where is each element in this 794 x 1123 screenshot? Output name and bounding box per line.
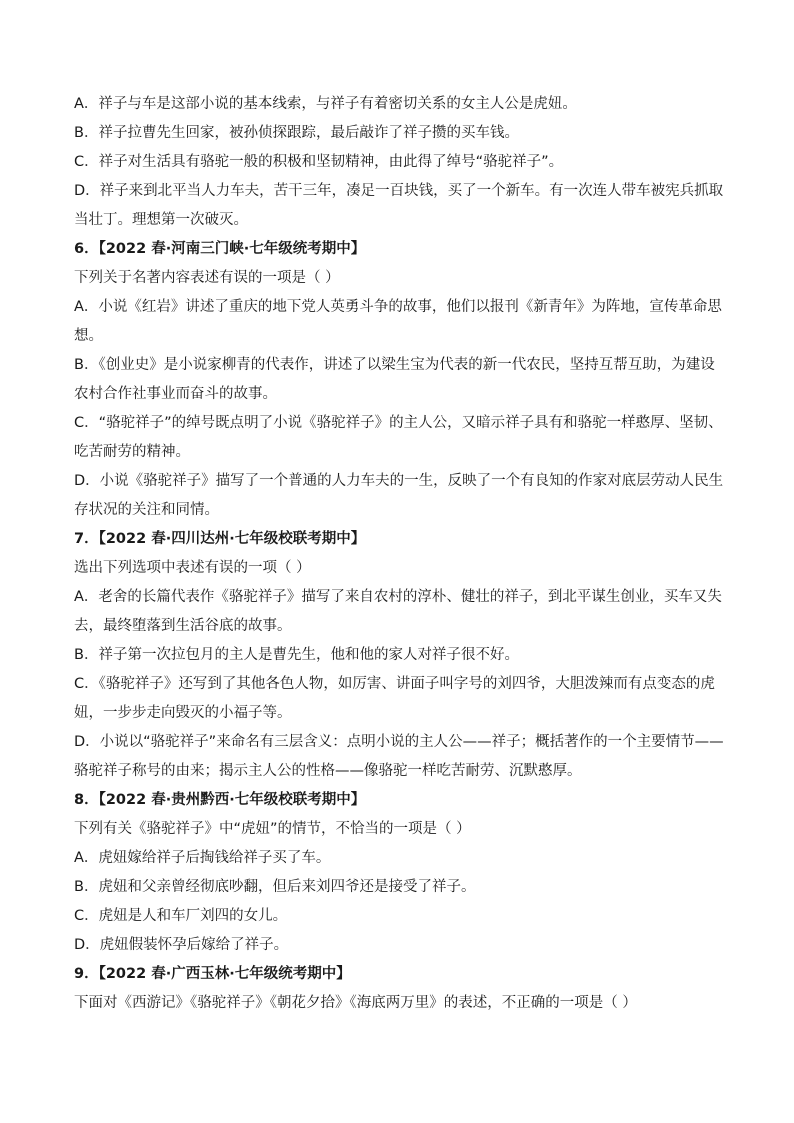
q5-option-a: A．祥子与车是这部小说的基本线索，与祥子有着密切关系的女主人公是虎妞。 — [74, 96, 577, 112]
q7-option-d-line1: D．小说以“骆驼祥子”来命名有三层含义：点明小说的主人公——祥子；概括著作的一个主要情节—— — [74, 734, 724, 750]
q8-option-d: D．虎妞假装怀孕后嫁给了祥子。 — [74, 937, 289, 953]
q9-stem: 下面对《西游记》《骆驼祥子》《朝花夕拾》《海底两万里》的表述，不正确的一项是（ ） — [74, 995, 637, 1011]
q8-option-a: A．虎妞嫁给祥子后掏钱给祥子买了车。 — [74, 850, 331, 866]
q6-option-d-line2: 存状况的关注和同情。 — [74, 502, 219, 518]
q6-option-c-line1: C．“骆驼祥子”的绰号既点明了小说《骆驼祥子》的主人公，又暗示祥子具有和骆驼一样憨厚、坚韧、 — [74, 415, 723, 431]
q6-header: 6．【2022 春·河南三门峡·七年级统考期中】 — [74, 241, 366, 257]
q5-option-b: B．祥子拉曹先生回家，被孙侦探跟踪，最后敲诈了祥子攒的买车钱。 — [74, 125, 519, 141]
q5-option-c: C．祥子对生活具有骆驼一般的积极和坚韧精神，由此得了绰号“骆驼祥子”。 — [74, 154, 564, 170]
q8-header: 8．【2022 春·贵州黔西·七年级校联考期中】 — [74, 792, 366, 808]
q6-option-b-line1: B．《创业史》是小说家柳青的代表作，讲述了以梁生宝为代表的新一代农民，坚持互帮互助，为建设 — [74, 357, 715, 373]
q7-header: 7．【2022 春·四川达州·七年级校联考期中】 — [74, 531, 366, 547]
q7-option-a-line2: 去，最终堕落到生活谷底的故事。 — [74, 618, 292, 634]
q6-option-c-line2: 吃苦耐劳的精神。 — [74, 444, 190, 460]
q6-stem: 下列关于名著内容表述有误的一项是（ ） — [74, 270, 340, 286]
q7-option-b: B．祥子第一次拉包月的主人是曹先生，他和他的家人对祥子很不好。 — [74, 647, 519, 663]
q9-header: 9．【2022 春·广西玉林·七年级统考期中】 — [74, 966, 351, 982]
q6-option-d-line1: D．小说《骆驼祥子》描写了一个普通的人力车夫的一生，反映了一个有良知的作家对底层劳动人民生 — [74, 473, 724, 489]
q6-option-a-line1: A．小说《红岩》讲述了重庆的地下党人英勇斗争的故事，他们以报刊《新青年》为阵地，宣传革命思 — [74, 299, 722, 315]
q8-option-c: C．虎妞是人和车厂刘四的女儿。 — [74, 908, 288, 924]
q5-option-d-line1: D．祥子来到北平当人力车夫，苦干三年，凑足一百块钱，买了一个新车。有一次连人带车被宪兵抓取 — [74, 183, 724, 199]
q5-option-d-line2: 当壮丁。理想第一次破灭。 — [74, 212, 248, 228]
q7-option-c-line1: C．《骆驼祥子》还写到了其他各色人物，如厉害、讲面子叫字号的刘四爷，大胆泼辣而有点变态的虎 — [74, 676, 715, 692]
q6-option-b-line2: 农村合作社事业而奋斗的故事。 — [74, 386, 277, 402]
q7-option-a-line1: A．老舍的长篇代表作《骆驼祥子》描写了来自农村的淳朴、健壮的祥子，到北平谋生创业，买车又失 — [74, 589, 722, 605]
q8-option-b: B．虎妞和父亲曾经彻底吵翻，但后来刘四爷还是接受了祥子。 — [74, 879, 476, 895]
q6-option-a-line2: 想。 — [74, 328, 103, 344]
q7-option-d-line2: 骆驼祥子称号的由来；揭示主人公的性格——像骆驼一样吃苦耐劳、沉默憨厚。 — [74, 763, 582, 779]
q7-stem: 选出下列选项中表述有误的一项（ ） — [74, 560, 311, 576]
q7-option-c-line2: 妞，一步步走向毁灭的小福子等。 — [74, 705, 292, 721]
q8-stem: 下列有关《骆驼祥子》中“虎妞”的情节，不恰当的一项是（ ） — [74, 821, 471, 837]
